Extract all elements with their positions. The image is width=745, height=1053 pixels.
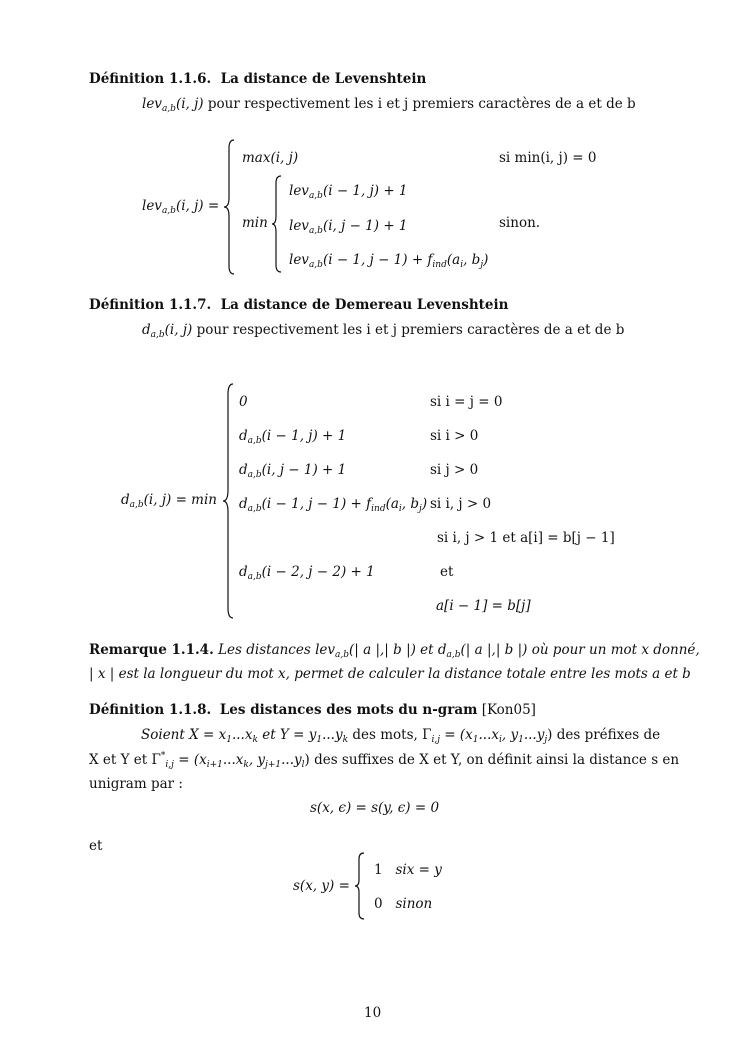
s-case-1: 1 six = y xyxy=(374,862,442,878)
min-label: min xyxy=(242,215,268,231)
dl-row-4: $d_{a,b}(i - 1$, $j - 1) + f_{ind}(a_i$, $b_j$) xyxy=(239,496,428,514)
def-118-heading: Définition 1.1.8. Les distances des mots du n-gram [Kon05] xyxy=(89,702,536,718)
def-117-description: $d_{a,b}(i$, j) pour respectivement les i et j premiers caractères de a et de b xyxy=(142,322,625,340)
case-max: max(i, j) xyxy=(242,150,299,166)
inner-case-3: lev$_{a,b}$(i − 1, $j - 1) + f_{ind}(a_i$, $b_j$) xyxy=(289,252,489,270)
page-number: 10 xyxy=(364,1005,382,1021)
remark-line-1: Remarque 1.1.4. Les distances lev$_{a,b}$(| a |,| b |) et $d_{a,b}(|$ a |,| b |) où pour un mot x donné, xyxy=(89,642,700,660)
dl-row-1: 0 xyxy=(239,394,248,410)
def-118-para-line-3: unigram par : xyxy=(89,776,183,792)
case-max-condition: si min(i, j) = 0 xyxy=(499,150,597,166)
dl-cond-4: si i, j > 0 xyxy=(430,496,492,512)
dl-cond-2: si i > 0 xyxy=(430,428,479,444)
dl-cond-5b: et xyxy=(440,564,454,580)
et-word: et xyxy=(89,838,103,854)
def-117-heading: Définition 1.1.7. La distance de Demereau Levenshtein xyxy=(89,297,509,313)
s-case-2: 0 sinon xyxy=(374,896,433,912)
dl-row-2: $d_{a,b}(i - 1$, j) + 1 xyxy=(239,428,347,446)
s-brace xyxy=(353,851,367,921)
dl-cond-3: si j > 0 xyxy=(430,462,479,478)
dl-cond-5a: si i, j > 1 et a[i] = b[j − 1] xyxy=(437,530,615,546)
dl-cond-1: si i = j = 0 xyxy=(430,394,503,410)
inner-case-1: lev$_{a,b}$(i − 1, j) + 1 xyxy=(289,183,408,201)
case-sinon: sinon. xyxy=(499,215,541,231)
remark-line-2: | x | est la longueur du mot x, permet de calculer la distance totale entre les mots a et b xyxy=(89,666,691,682)
inner-brace xyxy=(270,174,284,274)
def-116-heading: Définition 1.1.6. La distance de Levenshtein xyxy=(89,71,427,87)
outer-brace xyxy=(222,138,238,276)
dl-brace xyxy=(221,382,237,620)
inner-case-2: lev$_{a,b}$(i, j − 1) + 1 xyxy=(289,218,408,236)
def-118-para-line-1: Soient $X = x_1...x_k$ et $Y = y_1...y_k$ des mots, $\Gamma_{i,j} = (x_1...x_i$, $y_1...y_j$) des préfixes de xyxy=(141,727,661,745)
def-116-description: lev$_{a,b}$(i, j) pour respectivement les i et j premiers caractères de a et de b xyxy=(142,96,636,114)
def-117-lhs: $d_{a,b}(i$, j) = min xyxy=(121,492,217,510)
equation-s-epsilon: s(x, ϵ) = s(y, ϵ) = 0 xyxy=(310,800,440,816)
def-118-para-line-2: X et Y et $\Gamma^*_{i,j} = (x_{i+1}...x_k$, $y_{j+1}...y_l$) des suffixes de X et Y, on définit ainsi la distance s en xyxy=(89,751,680,770)
dl-cond-5c: a[i − 1] = b[j] xyxy=(436,598,531,614)
dl-row-5: $d_{a,b}(i - 2$, j − 2) + 1 xyxy=(239,564,375,582)
equation-s-xy-lhs: s(x, y) = xyxy=(293,878,350,894)
dl-row-3: $d_{a,b}(i$, j − 1) + 1 xyxy=(239,462,347,480)
def-116-lhs: lev$_{a,b}$(i, j) = xyxy=(142,198,220,216)
